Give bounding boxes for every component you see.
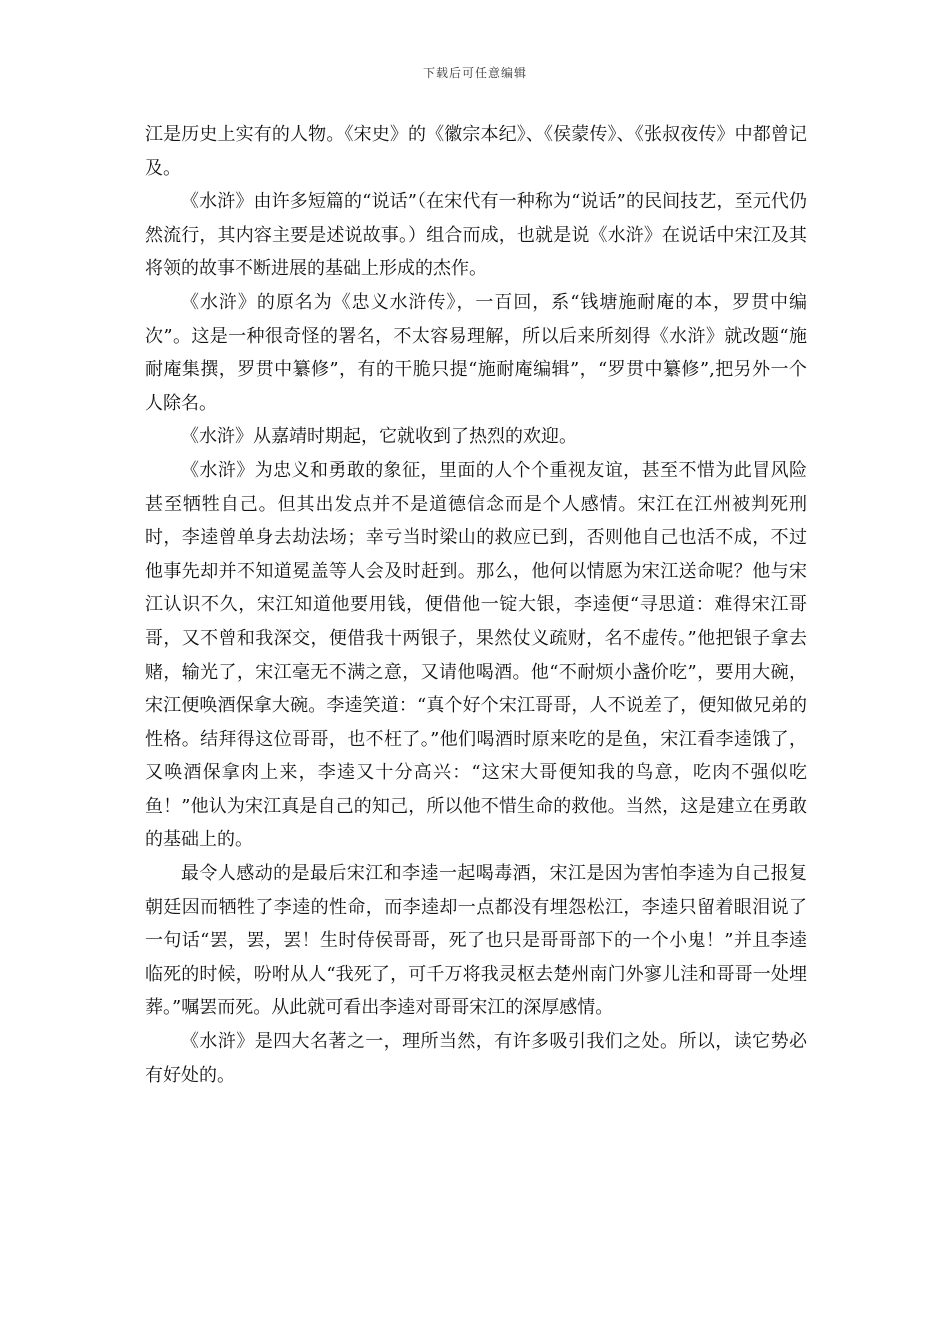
paragraph-continuation: 江是历史上实有的人物。《宋史》的《徽宗本纪》、《侯蒙传》、《张叔夜传》中都曾记及。 — [145, 124, 807, 179]
paragraph: 《水浒》从嘉靖时期起，它就收到了热烈的欢迎。 — [181, 426, 577, 448]
paragraph: 最令人感动的是最后宋江和李逵一起喝毒酒，宋江是因为害怕李逵为自己报复朝廷因而牺牲了李逵的性命，而李逵却一点都没有埋怨松江，李逵只留着眼泪说了一句话“罢，罢，罢！生时侍侯哥哥，死了也只是哥哥部下的一个小鬼！”并且李逵临死的时候，吩咐从人“我死了，可千万将我灵枢去楚州南门外寥儿洼和哥哥一处埋葬。”嘱罢而死。从此就可看出李逵对哥哥宋江的深厚感情。 — [145, 863, 807, 1019]
paragraph: 《水浒》是四大名著之一，理所当然，有许多吸引我们之处。所以，读它势必有好处的。 — [145, 1031, 807, 1086]
document-body — [145, 118, 807, 1092]
paragraph: 《水浒》的原名为《忠义水浒传》，一百回，系“钱塘施耐庵的本，罗贯中编次”。这是一种很奇怪的署名，不太容易理解，所以后来所刻得《水浒》就改题“施耐庵集撰，罗贯中纂修”，有的干脆只提“施耐庵编辑”，“罗贯中纂修”,把另外一个人除名。 — [145, 291, 807, 414]
paragraph: 《水浒》为忠义和勇敢的象征，里面的人个个重视友谊，甚至不惜为此冒风险甚至牺牲自己。但其出发点并不是道德信念而是个人感情。宋江在江州被判死刑时，李逵曾单身去劫法场；幸亏当时梁山的救应已到，否则他自己也活不成，不过他事先却并不知道冕盖等人会及时赶到。那么，他何以情愿为宋江送命呢？他与宋江认识不久，宋江知道他要用钱，便借他一锭大银，李逵便“寻思道：难得宋江哥哥，又不曾和我深交，便借我十两银子，果然仗义疏财，名不虚传。”他把银子拿去赌，输光了，宋江毫无不满之意，又请他喝酒。他“不耐烦小盏价吃”，要用大碗，宋江便唤酒保拿大碗。李逵笑道：“真个好个宋江哥哥，人不说差了，便知做兄弟的性格。结拜得这位哥哥，也不枉了。”他们喝酒时原来吃的是鱼，宋江看李逵饿了，又唤酒保拿肉上来，李逵又十分高兴：“这宋大哥便知我的鸟意，吃肉不强似吃鱼！”他认为宋江真是自己的知己，所以他不惜生命的救他。当然，这是建立在勇敢的基础上的。 — [145, 459, 807, 851]
page-header: 下载后可任意编辑 — [422, 66, 527, 80]
paragraph: 《水浒》由许多短篇的“说话”（在宋代有一种称为“说话”的民间技艺，至元代仍然流行，其内容主要是述说故事。）组合而成，也就是说《水浒》在说话中宋江及其将领的故事不断进展的基础上形成的杰作。 — [145, 191, 807, 280]
